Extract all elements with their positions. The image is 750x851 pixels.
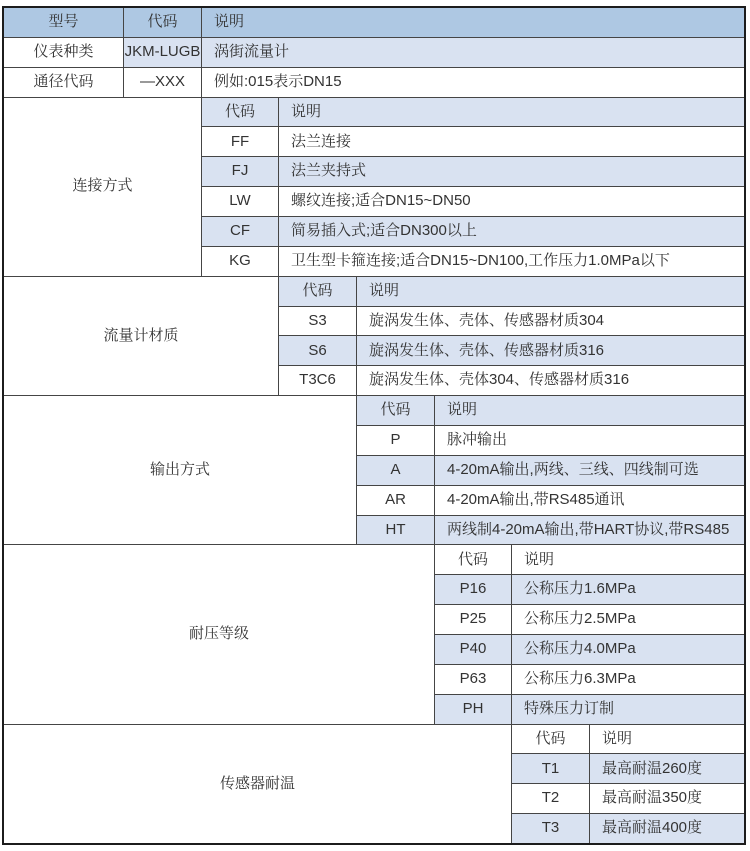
- col-header-model: 型号: [4, 8, 123, 37]
- sub-header-code: 代码: [202, 98, 278, 127]
- section-label-output-mode: 输出方式: [4, 396, 356, 544]
- code-cell: PH: [435, 695, 511, 724]
- section-label-pressure-rating: 耐压等级: [4, 545, 434, 723]
- code-cell: P: [357, 426, 434, 455]
- code-cell: —XXX: [124, 68, 201, 97]
- code-cell: T3C6: [279, 366, 356, 395]
- sub-header-code: 代码: [279, 277, 356, 306]
- code-cell: AR: [357, 486, 434, 515]
- sub-header-desc: 说明: [435, 396, 744, 425]
- sub-header-code: 代码: [512, 725, 589, 754]
- sub-header-code: 代码: [435, 545, 511, 574]
- desc-cell: 公称压力6.3MPa: [512, 665, 744, 694]
- code-cell: CF: [202, 217, 278, 246]
- code-cell: S3: [279, 307, 356, 336]
- code-cell: P25: [435, 605, 511, 634]
- sub-header-desc: 说明: [590, 725, 744, 754]
- code-cell: S6: [279, 336, 356, 365]
- code-cell: T3: [512, 814, 589, 843]
- section-label-connection-type: 连接方式: [4, 98, 201, 276]
- desc-cell: 法兰夹持式: [279, 157, 744, 186]
- desc-cell: 4-20mA输出,两线、三线、四线制可选: [435, 456, 744, 485]
- desc-cell: 涡街流量计: [202, 38, 744, 67]
- col-header-desc: 说明: [202, 8, 744, 37]
- desc-cell: 两线制4-20mA输出,带HART协议,带RS485: [435, 516, 744, 545]
- desc-cell: 公称压力2.5MPa: [512, 605, 744, 634]
- desc-cell: 卫生型卡箍连接;适合DN15~DN100,工作压力1.0MPa以下: [279, 247, 744, 276]
- code-cell: T2: [512, 784, 589, 813]
- row-label-diameter-code: 通径代码: [4, 68, 123, 97]
- code-cell: P63: [435, 665, 511, 694]
- desc-cell: 特殊压力订制: [512, 695, 744, 724]
- code-cell: LW: [202, 187, 278, 216]
- col-header-code: 代码: [124, 8, 201, 37]
- sub-header-code: 代码: [357, 396, 434, 425]
- code-cell: P40: [435, 635, 511, 664]
- desc-cell: 螺纹连接;适合DN15~DN50: [279, 187, 744, 216]
- code-cell: T1: [512, 754, 589, 783]
- desc-cell: 公称压力4.0MPa: [512, 635, 744, 664]
- desc-cell: 例如:015表示DN15: [202, 68, 744, 97]
- sub-header-desc: 说明: [357, 277, 744, 306]
- code-cell: FF: [202, 127, 278, 156]
- desc-cell: 最高耐温400度: [590, 814, 744, 843]
- section-label-sensor-temperature: 传感器耐温: [4, 725, 511, 843]
- code-cell: A: [357, 456, 434, 485]
- desc-cell: 脉冲输出: [435, 426, 744, 455]
- section-label-material: 流量计材质: [4, 277, 278, 395]
- desc-cell: 法兰连接: [279, 127, 744, 156]
- code-cell: JKM-LUGB: [124, 38, 201, 67]
- desc-cell: 最高耐温260度: [590, 754, 744, 783]
- sub-header-desc: 说明: [279, 98, 744, 127]
- code-cell: HT: [357, 516, 434, 545]
- desc-cell: 旋涡发生体、壳体、传感器材质304: [357, 307, 744, 336]
- code-cell: P16: [435, 575, 511, 604]
- sub-header-desc: 说明: [512, 545, 744, 574]
- row-label-instrument-type: 仪表种类: [4, 38, 123, 67]
- code-cell: KG: [202, 247, 278, 276]
- code-cell: FJ: [202, 157, 278, 186]
- desc-cell: 简易插入式;适合DN300以上: [279, 217, 744, 246]
- desc-cell: 公称压力1.6MPa: [512, 575, 744, 604]
- flowmeter-spec-table: [2, 6, 746, 845]
- desc-cell: 4-20mA输出,带RS485通讯: [435, 486, 744, 515]
- desc-cell: 旋涡发生体、壳体、传感器材质316: [357, 336, 744, 365]
- desc-cell: 旋涡发生体、壳体304、传感器材质316: [357, 366, 744, 395]
- desc-cell: 最高耐温350度: [590, 784, 744, 813]
